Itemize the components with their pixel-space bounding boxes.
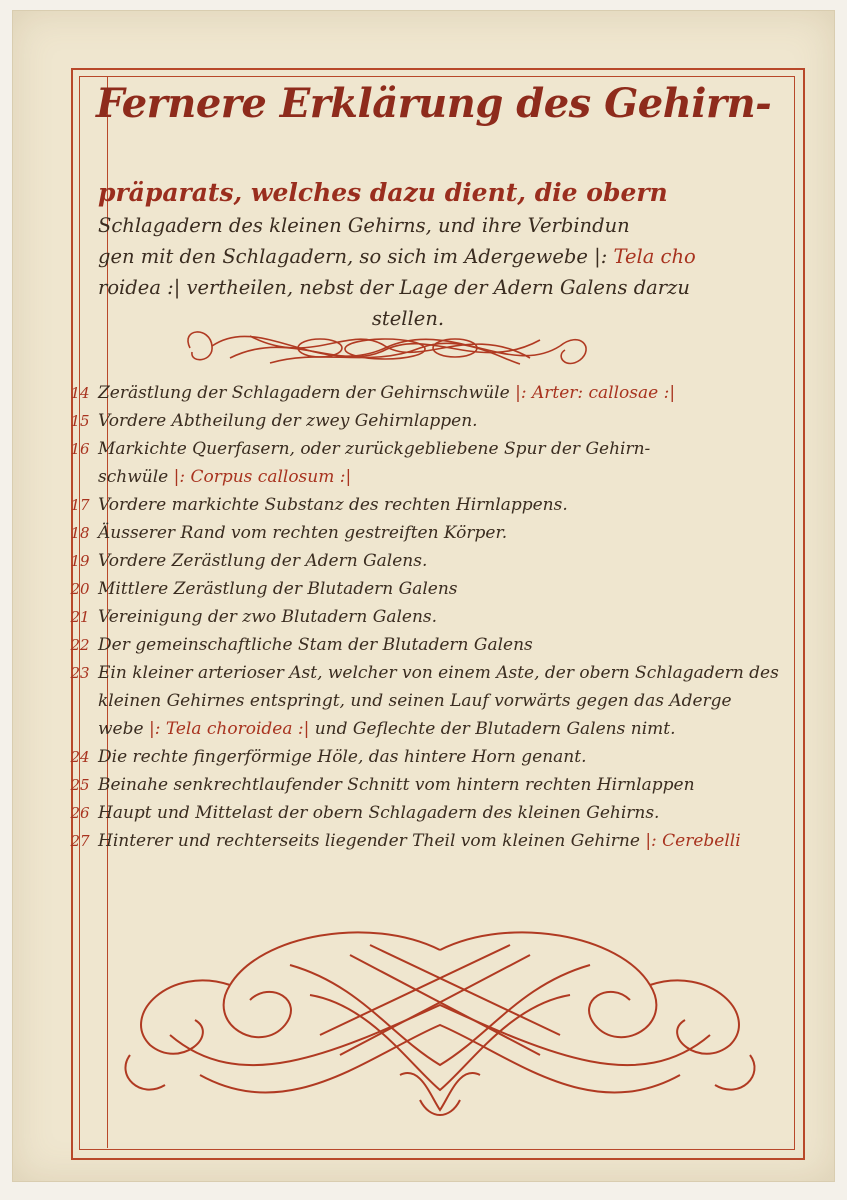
latin-term: |: Tela choroidea :|	[148, 719, 310, 739]
entry-number: 18	[70, 524, 90, 542]
list-item: 21 Vereinigung der zwo Blutadern Galens.	[66, 604, 786, 632]
entry-number: 24	[70, 748, 90, 766]
entry-number: 22	[70, 636, 90, 654]
list-item: 22 Der gemeinschaftliche Stam der Blutadern Galens	[66, 632, 786, 660]
list-item: 16 Markichte Querfasern, oder zurückgebliebene Spur der Gehirn-	[66, 436, 786, 464]
intro-line: gen mit den Schlagadern, so sich im Adergewebe |: Tela cho	[98, 245, 696, 268]
entry-number: 15	[70, 412, 90, 430]
entry-number: 27	[70, 832, 90, 850]
page-title: Fernere Erklärung des Gehirn-	[96, 80, 772, 127]
latin-term: |: Arter: callosae :|	[515, 383, 676, 403]
intro-paragraph	[98, 210, 788, 334]
intro-line: roidea :| vertheilen, nebst der Lage der Adern Galens darzu	[98, 276, 690, 299]
lower-flourish-ornament	[110, 925, 770, 1130]
entry-number: 16	[70, 440, 90, 458]
entry-number: 20	[70, 580, 90, 598]
list-item: 15 Vordere Abtheilung der zwey Gehirnlappen.	[66, 408, 786, 436]
list-item: 26 Haupt und Mittelast der obern Schlagadern des kleinen Gehirns.	[66, 800, 786, 828]
list-item: 23 Ein kleiner arterioser Ast, welcher von einem Aste, der obern Schlagadern des	[66, 660, 786, 688]
entry-number: 23	[70, 664, 90, 682]
list-item: webe |: Tela choroidea :| und Geflechte der Blutadern Galens nimt.	[98, 719, 676, 739]
upper-flourish-ornament	[170, 318, 600, 380]
latin-term: |: Cerebelli	[645, 831, 741, 851]
list-item: schwüle |: Corpus callosum :|	[98, 467, 352, 487]
entry-number: 21	[70, 608, 90, 626]
entry-number: 25	[70, 776, 90, 794]
list-item: 24 Die rechte fingerförmige Höle, das hintere Horn genant.	[66, 744, 786, 772]
list-item: 19 Vordere Zerästlung der Adern Galens.	[66, 548, 786, 576]
entry-number: 14	[70, 384, 90, 402]
list-item: kleinen Gehirnes entspringt, und seinen Lauf vorwärts gegen das Aderge	[98, 691, 732, 711]
latin-term: |: Corpus callosum :|	[173, 467, 352, 487]
list-item: 14 Zerästlung der Schlagadern der Gehirnschwüle |: Arter: callosae :|	[66, 380, 786, 408]
latin-term: Tela cho	[613, 245, 696, 268]
list-item: 17 Vordere markichte Substanz des rechten Hirnlappens.	[66, 492, 786, 520]
list-item: 27 Hinterer und rechterseits liegender Theil vom kleinen Gehirne |: Cerebelli	[66, 828, 786, 856]
numbered-entries	[66, 380, 786, 856]
intro-line: stellen.	[371, 307, 445, 330]
list-item: 18 Äusserer Rand vom rechten gestreiften Körper.	[66, 520, 786, 548]
entry-number: 17	[70, 496, 90, 514]
intro-line: Schlagadern des kleinen Gehirns, und ihre Verbindun	[98, 214, 630, 237]
list-item: 20 Mittlere Zerästlung der Blutadern Galens	[66, 576, 786, 604]
page-subtitle: präparats, welches dazu dient, die obern	[98, 178, 668, 207]
entry-number: 26	[70, 804, 90, 822]
entry-number: 19	[70, 552, 90, 570]
list-item: 25 Beinahe senkrechtlaufender Schnitt vom hintern rechten Hirnlappen	[66, 772, 786, 800]
